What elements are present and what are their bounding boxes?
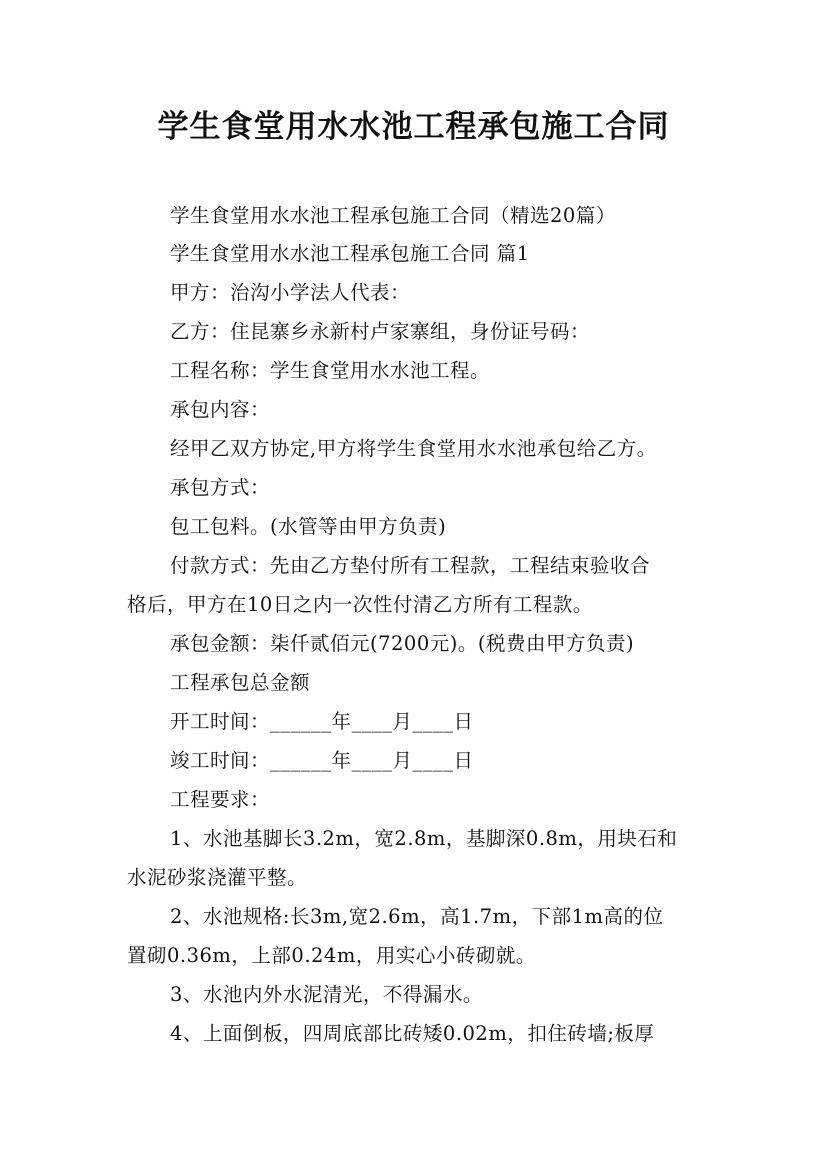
project-name-line: 工程名称：学生食堂用水水池工程。 [170,359,491,382]
contract-content-label: 承包内容： [170,398,271,421]
payment-method-cont: 格后，甲方在10日之内一次性付清乙方所有工程款。 [127,593,593,616]
requirements-label: 工程要求： [170,788,271,811]
section-heading-1: 学生食堂用水水池工程承包施工合同 篇1 [170,242,530,265]
total-amount-line: 工程承包总金额 [170,671,311,694]
party-a-line: 甲方：治沟小学法人代表： [170,281,411,304]
party-b-line: 乙方：住昆寨乡永新村卢家寨组，身份证号码： [170,320,591,343]
requirement-1: 1、水池基脚长3.2m，宽2.8m，基脚深0.8m，用块石和 [170,827,678,850]
contract-method-text: 包工包料。(水管等由甲方负责) [170,515,447,538]
requirement-3: 3、水池内外水泥清光，不得漏水。 [170,983,483,1006]
requirement-4: 4、上面倒板，四周底部比砖矮0.02m，扣住砖墙;板厚 [170,1022,655,1045]
requirement-2-cont: 置砌0.36m，上部0.24m，用实心小砖砌就。 [127,944,536,967]
completion-date-line: 竣工时间：______年____月____日 [170,749,474,772]
requirement-1-cont: 水泥砂浆浇灌平整。 [127,866,308,889]
start-date-line: 开工时间：______年____月____日 [170,710,474,733]
requirement-2: 2、水池规格:长3m,宽2.6m，高1.7m，下部1m高的位 [170,905,664,928]
subtitle-line: 学生食堂用水水池工程承包施工合同（精选20篇） [170,204,616,227]
document-title: 学生食堂用水水池工程承包施工合同 [157,109,670,145]
payment-method-line: 付款方式：先由乙方垫付所有工程款，工程结束验收合 [170,554,651,577]
contract-amount-line: 承包金额：柒仟贰佰元(7200元)。(税费由甲方负责) [170,632,635,655]
contract-content-text: 经甲乙双方协定,甲方将学生食堂用水水池承包给乙方。 [170,437,657,460]
contract-method-label: 承包方式： [170,476,271,499]
